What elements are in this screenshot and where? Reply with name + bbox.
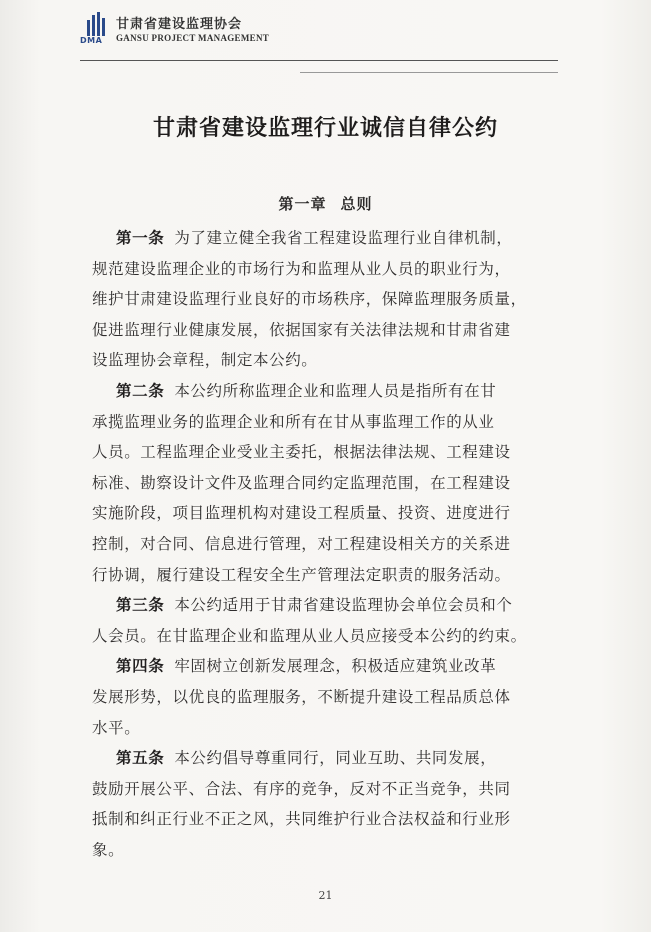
article-first-line	[92, 223, 582, 254]
page-header	[80, 12, 560, 48]
article-first-line	[92, 743, 582, 774]
article-line: 行协调，履行建设工程安全生产管理法定职责的服务活动。	[92, 565, 511, 584]
association-logo	[80, 12, 110, 46]
article-line: 象。	[92, 840, 125, 859]
article	[92, 376, 582, 590]
article-line: 设监理协会章程，制定本公约。	[92, 351, 318, 370]
chapter-number: 第一章	[278, 195, 327, 213]
article-line: 承揽监理业务的监理企业和所有在甘从事监理工作的从业	[92, 412, 495, 431]
article-text: 为了建立健全我省工程建设监理行业自律机制，	[174, 229, 513, 247]
article	[92, 223, 582, 376]
article-line: 人会员。在甘监理企业和监理从业人员应接受本公约的约束。	[92, 626, 527, 645]
header-rule	[80, 60, 558, 61]
organization-name-cn: 甘肃省建设监理协会	[116, 17, 243, 32]
article-line: 标准、勘察设计文件及监理合同约定监理范围，在工程建设	[92, 473, 511, 492]
document-title: 甘肃省建设监理行业诚信自律公约	[152, 115, 498, 141]
article-text: 本公约适用于甘肃省建设监理协会单位会员和个	[174, 596, 513, 615]
article-first-line	[92, 590, 582, 621]
article-label: 第五条	[116, 748, 165, 768]
page-number: 21	[318, 889, 333, 902]
article-label: 第三条	[116, 595, 165, 615]
header-rule-secondary	[300, 72, 558, 73]
logo-text: DMA	[80, 36, 103, 45]
chapter-heading	[0, 193, 651, 214]
article-line: 控制，对合同、信息进行管理，对工程建设相关方的关系进	[92, 534, 511, 553]
article	[92, 590, 582, 651]
article-text: 本公约所称监理企业和监理人员是指所有在甘	[174, 381, 497, 400]
article	[92, 651, 582, 743]
article-label: 第一条	[116, 228, 165, 247]
article-text: 牢固树立创新发展理念，积极适应建筑业改革	[174, 657, 497, 676]
organization-name-en: GANSU PROJECT MANAGEMENT	[116, 33, 270, 43]
article-line: 发展形势，以优良的监理服务，不断提升建设工程品质总体	[92, 687, 511, 706]
article	[92, 743, 582, 865]
article-text: 本公约倡导尊重同行，同业互助、共同发展，	[174, 749, 497, 768]
article-line: 维护甘肃建设监理行业良好的市场秩序，保障监理服务质量，	[92, 290, 527, 309]
chapter-name: 总则	[340, 195, 373, 213]
article-line: 水平。	[92, 718, 141, 737]
building-logo-icon	[86, 12, 106, 36]
article-line: 规范建设监理企业的市场行为和监理从业人员的职业行为，	[92, 259, 511, 278]
article-label: 第二条	[116, 380, 165, 400]
document-body	[92, 223, 582, 865]
article-line: 实施阶段，项目监理机构对建设工程质量、投资、进度进行	[92, 504, 511, 523]
article-line: 人员。工程监理企业受业主委托，根据法律法规、工程建设	[92, 443, 511, 462]
article-line: 促进监理行业健康发展，依据国家有关法律法规和甘肃省建	[92, 320, 511, 339]
article-first-line	[92, 651, 582, 682]
article-line: 抵制和纠正行业不正之风，共同维护行业合法权益和行业形	[92, 810, 511, 829]
article-first-line	[92, 376, 582, 407]
article-line: 鼓励开展公平、合法、有序的竞争，反对不正当竞争，共同	[92, 779, 511, 798]
article-label: 第四条	[116, 656, 165, 676]
